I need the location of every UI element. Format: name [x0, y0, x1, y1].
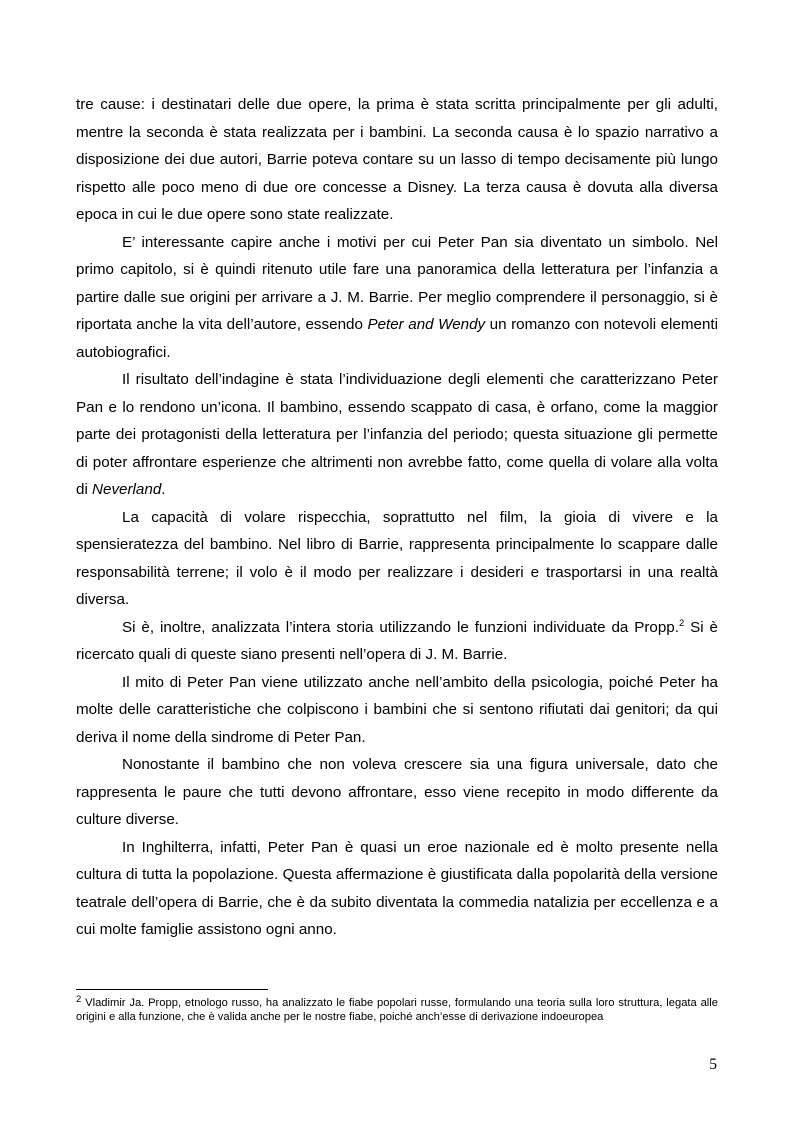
paragraph-2-text-a: E’ interessante capire anche i motivi per cui Peter Pan sia diventato un simbolo. Nel primo capitolo, si è quindi ritenuto utile fare una panoramica della letteratura per l’infanzia a partire dalle sue origini per arrivare a J. M. Barrie. Per meglio comprendere il personaggio, si è riportata anche la vita dell’autore, essendo	[76, 233, 718, 333]
body-text	[76, 91, 718, 944]
paragraph-7	[76, 751, 718, 834]
paragraph-6	[76, 669, 718, 752]
paragraph-5-text-a: Si è, inoltre, analizzata l’intera storia utilizzando le funzioni individuate da Propp.	[122, 618, 679, 636]
footnote	[76, 996, 718, 1025]
paragraph-7-text: Nonostante il bambino che non voleva crescere sia una figura universale, dato che rappresenta le paure che tutti devono affrontare, esso viene recepito in modo differente da culture diverse.	[76, 756, 718, 828]
footnote-separator	[76, 989, 268, 990]
paragraph-2	[76, 229, 718, 367]
paragraph-2-text-b: un romanzo con notevoli elementi autobiografici.	[76, 316, 718, 361]
paragraph-4	[76, 504, 718, 614]
footnote-reference[interactable]: 2	[678, 617, 685, 629]
paragraph-4-text: La capacità di volare rispecchia, soprattutto nel film, la gioia di vivere e la spensieratezza del bambino. Nel libro di Barrie, rappresenta principalmente lo scappare dalle responsabilità terrene; il volo è il modo per realizzare i desideri e trasportarsi in una realtà diversa.	[76, 508, 718, 608]
place-name-neverland: Neverland	[92, 481, 162, 498]
paragraph-5-text-b: Si è ricercato quali di queste siano presenti nell’opera di J. M. Barrie.	[76, 618, 719, 663]
footnote-mark: 2	[76, 994, 82, 1005]
paragraph-5	[76, 614, 718, 669]
paragraph-3-text-a: Il risultato dell’indagine è stata l’individuazione degli elementi che caratterizzano Peter Pan e lo rendono un’icona. Il bambino, essendo scappato di casa, è orfano, come la maggior parte dei protagonisti della letteratura per l’infanzia del periodo; questa situazione gli permette di poter affrontare esperienze che altrimenti non avrebbe fatto, come quella di volare alla volta di	[76, 371, 718, 498]
paragraph-6-text: Il mito di Peter Pan viene utilizzato anche nell’ambito della psicologia, poiché Peter ha molte delle caratteristiche che colpiscono i bambini che si sentono rifiutati dai genitori; da qui deriva il nome della sindrome di Peter Pan.	[76, 673, 718, 746]
paragraph-3	[76, 366, 718, 504]
paragraph-8-text: In Inghilterra, infatti, Peter Pan è quasi un eroe nazionale ed è molto presente nella cultura di tutta la popolazione. Questa affermazione è giustificata dalla popolarità della versione teatrale dell’opera di Barrie, che è da subito diventata la commedia natalizia per eccellenza e a cui molte famiglie assistono ogni anno.	[76, 838, 718, 938]
paragraph-1	[76, 91, 718, 229]
paragraph-1-text: tre cause: i destinatari delle due opere, la prima è stata scritta principalmente per gli adulti, mentre la seconda è stata realizzata per i bambini. La seconda causa è lo spazio narrativo a disposizione dei due autori, Barrie poteva contare su un lasso di tempo decisamente più lungo rispetto alle poco meno di due ore concesse a Disney. La terza causa è dovuta alla diversa epoca in cui le due opere sono state realizzate.	[76, 96, 718, 223]
page-number: 5	[709, 1056, 717, 1073]
paragraph-8	[76, 834, 718, 944]
book-title-peter-and-wendy: Peter and Wendy	[367, 316, 486, 333]
footnote-text: Vladimir Ja. Propp, etnologo russo, ha analizzato le fiabe popolari russe, formulando una teoria sulla loro struttura, legata alle origini e alla funzione, che è valida anche per le nostre fiabe, poiché anch’esse di derivazione indoeuropea	[76, 997, 718, 1024]
paragraph-3-text-b: .	[161, 481, 166, 498]
